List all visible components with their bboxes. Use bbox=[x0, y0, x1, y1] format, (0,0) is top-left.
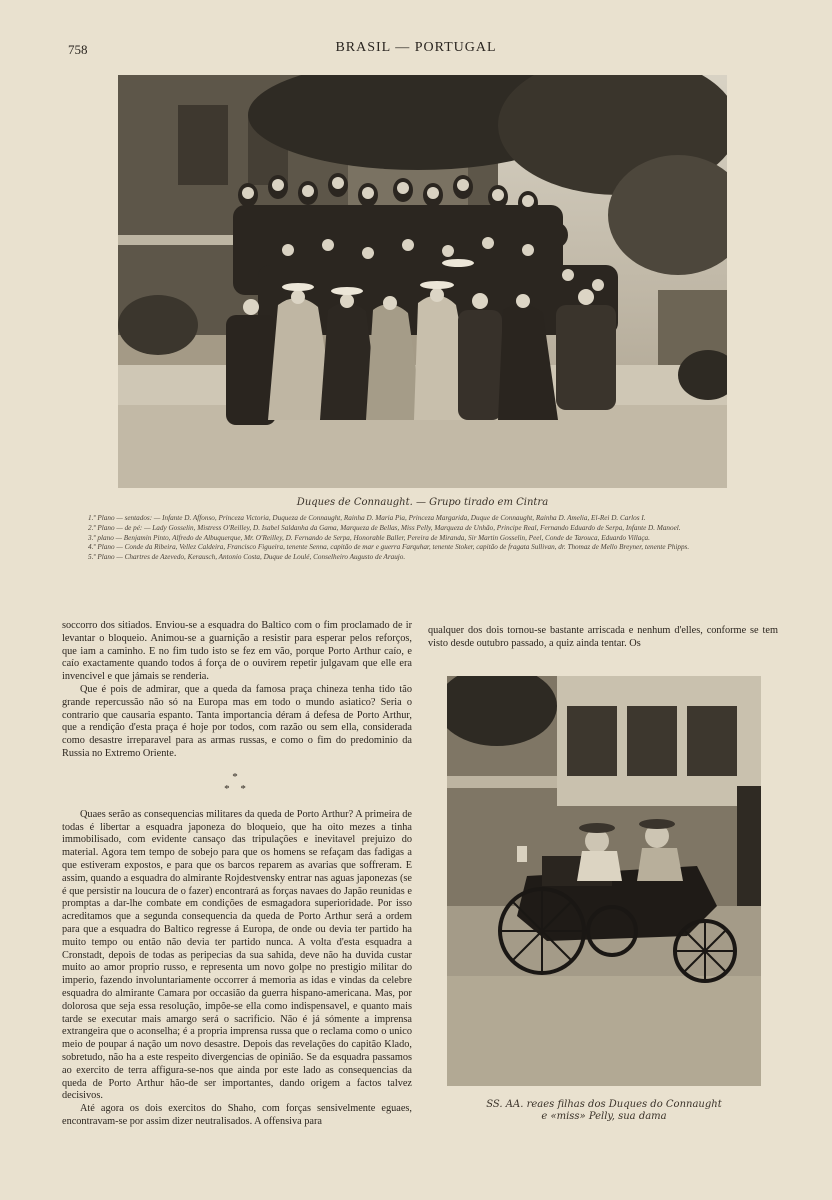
section-divider bbox=[62, 771, 412, 795]
article-paragraph: qualquer dos dois tornou-se bastante arriscada e nenhum d'elles, conforme se tem visto desde outubro passado, a quiz ainda tentar. Os bbox=[428, 625, 778, 649]
photo-key-item: 5.º Plano — Chartres de Azevedo, Kerausch, Antonio Costa, Duque de Loulé, Conselheiro Augusto de Araujo. bbox=[88, 553, 406, 562]
asterism-bottom: * * bbox=[224, 782, 250, 795]
page-number: 758 bbox=[68, 42, 88, 57]
carriage-caption-line: SS. AA. reaes filhas dos Duques do Connaught bbox=[486, 1099, 722, 1110]
article-paragraph: Quaes serão as consequencias militares da queda de Porto Arthur? A primeira de todas é libertar a esquadra japoneza do bloqueio, que ha oito mezes a tinha immobilisado, com evidente cansaço das tripulações e inevitavel prejuizo do material. Agora tem tempo de sobejo para que os homens se refaçam das fadigas a que estiveram expostos, e para que os barcos reparem as avarias que soffreram. E assim, quando a esquadra do almirante Rojdestvensky entrar nas aguas japonezas (se é que persistir na loucura de o fazer) encontrará as forças navaes do Japão reunidas e promptas a dar-lhe combate em condições de esmagadora superioridade. Por isso acreditamos que a segunda consequencia da queda de Porto Arthur será a ordem para que a esquadra do Baltico regresse á Europa, de onde ou devia ter partido ha muito tempo ou então não devia ter partido nunca. A volta d'esta esquadra a Cronstadt, depois de todas as peripecias da sua sahida, deve não ha duvida custar muito ao amor proprio russo, e representa um novo golpe no prestigio militar do imperio, fazendo involuntariamente occorrer á memoria as idas e vindas da celebre esquadra do almirante Camara por occasião da guerra hispano-americana. Mas, por dolorosa que seja essa resolução, impõe-se ella como indispensavel, e quanto mais tarde se executar mais amargo será o sacrificio. Não é já sómente a imprensa extrangeira que o aconselha; é a propria imprensa russa que o reclama como o unico meio de poupar á nação um novo desastre. Depois das revelações do capitão Klado, sobretudo, não ha a este respeito divergencias de opinião. Se da esquadra passamos ao exercito de terra affigura-se-nos que ainda por este lado as consequencias da queda de Porto Arthur hão-de ser importantes, dando origem a factos talvez decisivos. bbox=[62, 808, 412, 1102]
photo-key-item: 2.º Plano — de pé: — Lady Gosselin, Mistress O'Reilley, D. Isabel Saldanha da Gama, Marqueza de Bellas, Miss Pelly, Marqueza de Unhão, Principe Real, Fernando Eduardo de Serpa, Infante D. Manoel. bbox=[88, 523, 681, 532]
group-photograph-illustration bbox=[118, 75, 727, 488]
group-photo-caption: Duques de Connaught. — Grupo tirado em Cintra bbox=[296, 497, 549, 508]
asterism-top: * bbox=[232, 770, 242, 783]
carriage-photograph-illustration bbox=[447, 676, 761, 1086]
photo-key-list bbox=[62, 514, 782, 563]
carriage-caption-line: e «miss» Pelly, sua dama bbox=[541, 1111, 667, 1122]
article-column-left bbox=[62, 620, 412, 1129]
photo-key-item: 4.º Plano — Conde da Ribeira, Vellez Caldeira, Francisco Figueira, tenente Senna, capitão de mar e guerra Farquhar, tenente Stoker, capitão de fragata Sullivan, dr. Thomaz de Mello Breyner, tenente Phipps. bbox=[88, 543, 690, 552]
carriage-photograph bbox=[447, 676, 761, 1086]
photo-key-item: 1.º Plano — sentados: — Infante D. Affonso, Princeza Victoria, Duqueza de Connaught, Rainha D. Maria Pia, Princeza Margarida, Duque de Connaught, Rainha D. Amelia, El-Rei D. Carlos I. bbox=[88, 514, 646, 522]
group-photograph bbox=[118, 75, 727, 488]
photo-key-item: 3.º plano — Benjamin Pinto, Alfredo de Albuquerque, Mr. O'Reilley, D. Fernando de Serpa, Honorable Baller, Pereira de Miranda, Sir Martin Gosselin, Peel, Conde de Tarouca, Eduardo Villaça. bbox=[88, 533, 650, 542]
article-paragraph: soccorro dos sitiados. Enviou-se a esquadra do Baltico com o fim proclamado de ir levantar o bloqueio. Animou-se a guarnição a resistir para esperar pelos reforços, que iam a caminho. E no fim tudo isto se fez em vão, porque Porto Arthur caío, e caío exactamente quando todos á força de o ouvirem repetir julgavam que elle era invencivel e que jámais se renderia. bbox=[62, 620, 412, 683]
carriage-photo-caption bbox=[447, 1099, 761, 1123]
article-paragraph: Até agora os dois exercitos do Shaho, com forças sensivelmente eguaes, encontravam-se por assim dizer neutralisados. A offensiva para bbox=[62, 1103, 412, 1127]
running-title: BRASIL — PORTUGAL bbox=[335, 40, 497, 55]
article-paragraph: Que é pois de admirar, que a queda da famosa praça chineza tenha tido tão grande repercussão não só na Europa mas em todo o mundo asiatico? Seria o contrario que causaria espanto. Tanta importancia déram á defesa de Porto Arthur, que a rendição d'esta praça é hoje por todos, com razão ou sem ella, considerada como desastre irreparavel para as armas russas, e como o fim do predominio da Russia no Extremo Oriente. bbox=[62, 683, 412, 759]
page-header bbox=[0, 40, 832, 60]
article-column-right bbox=[428, 625, 778, 651]
